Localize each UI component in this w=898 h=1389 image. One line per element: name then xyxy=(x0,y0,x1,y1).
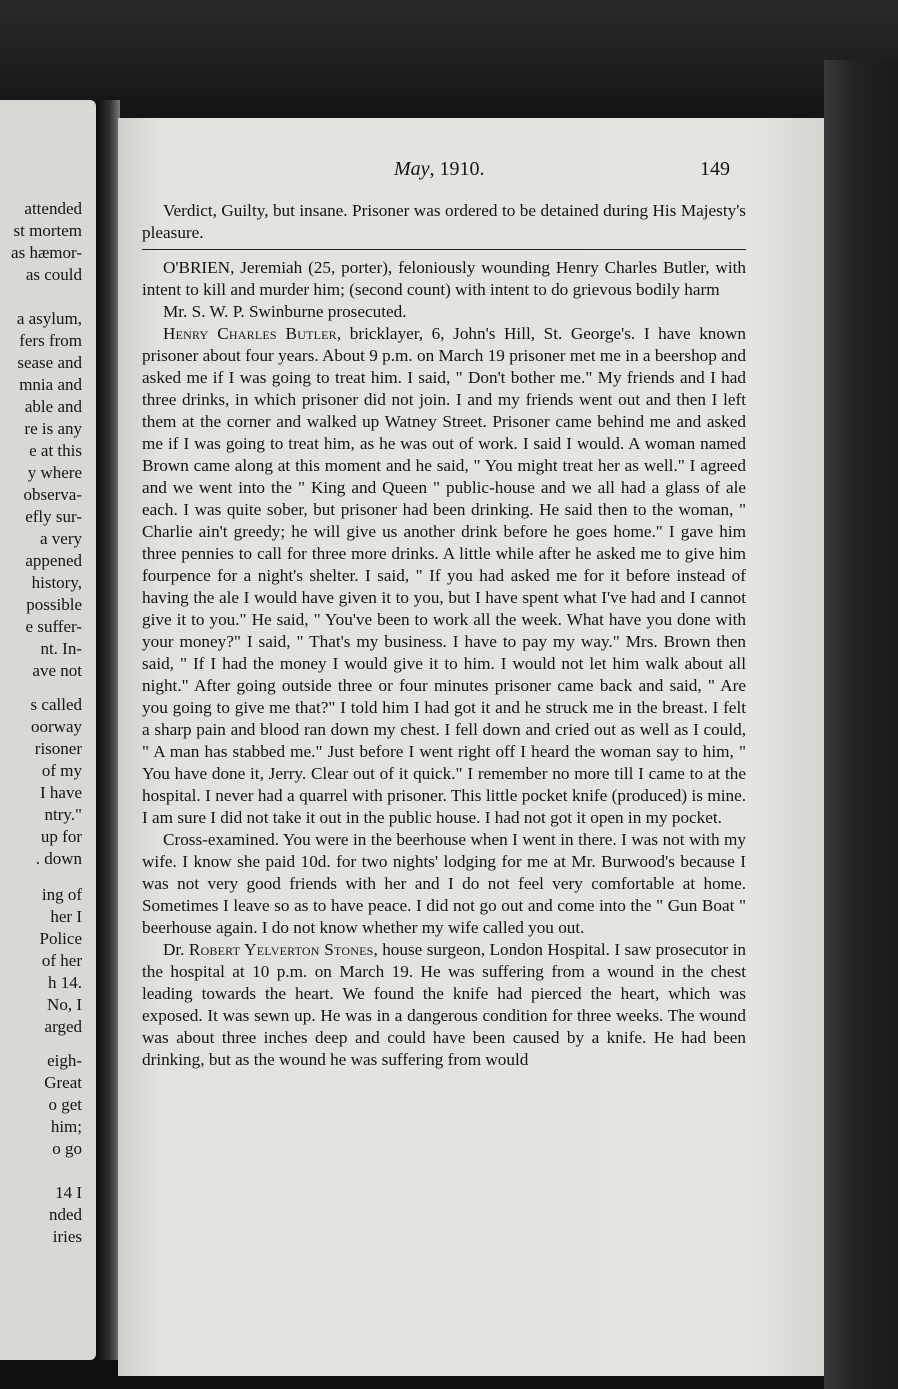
left-page-fragment: appened xyxy=(25,551,82,570)
running-head xyxy=(394,158,485,181)
left-page-fragment: e at this xyxy=(29,441,82,460)
left-page-fragment: a very xyxy=(39,529,82,548)
page-header xyxy=(118,158,824,182)
left-page-fragment: No, I xyxy=(47,995,82,1014)
left-page-fragment: efly sur- xyxy=(25,507,82,526)
section-divider xyxy=(142,249,746,250)
left-page-fragment: o get xyxy=(48,1095,82,1114)
left-page-fragment: fers from xyxy=(19,331,82,350)
running-head-year: , 1910. xyxy=(429,158,485,180)
left-page-fragment: oorway xyxy=(31,717,82,736)
book-gutter xyxy=(96,100,120,1360)
left-page-fragment: nded xyxy=(48,1205,82,1224)
left-page-fragment: Great xyxy=(44,1073,82,1092)
left-page-fragment: of her xyxy=(41,951,82,970)
prosecutor-paragraph: Mr. S. W. P. Swinburne prosecuted. xyxy=(163,302,407,321)
left-page-fragment: arged xyxy=(44,1017,82,1036)
left-page-fragment: st mortem xyxy=(13,221,82,240)
running-head-month: May xyxy=(394,158,430,180)
left-page-fragment: eigh- xyxy=(47,1051,82,1070)
left-page-fragment: I have xyxy=(39,783,82,802)
left-page-fragment: ing of xyxy=(41,885,82,904)
witness1-paragraph xyxy=(142,323,746,829)
left-page-fragment: able and xyxy=(24,397,82,416)
left-page-fragment: ave not xyxy=(32,661,82,680)
verdict-paragraph: Verdict, Guilty, but insane. Prisoner was ordered to be detained during His Majesty's pleasure. xyxy=(142,201,746,242)
scanner-background xyxy=(824,60,898,1389)
left-page-fragment: of my xyxy=(41,761,82,780)
left-page-fragment: nt. In- xyxy=(40,639,82,658)
cross-examination-paragraph: Cross-examined. You were in the beerhouse when I went in there. I was not with my wife. I know she paid 10d. for two nights' lodging for me at Mr. Burwood's because I was not very good friends with her and I do not feel very comfortable at home. Sometimes I leave so as to have peace. I did not go out and come into the " Gun Boat " beerhouse again. I do not know whether my wife called you out. xyxy=(142,830,746,937)
left-page-fragment: a asylum, xyxy=(16,309,82,328)
left-page-fragment: history, xyxy=(31,573,82,592)
left-page-fragment: o go xyxy=(52,1139,82,1158)
left-page-fragment: up for xyxy=(40,827,82,846)
witness2-prefix: Dr. xyxy=(163,940,189,959)
witness2-paragraph xyxy=(142,939,746,1071)
left-page-fragment: ntry." xyxy=(44,805,82,824)
left-page-fragment: sease and xyxy=(17,353,82,372)
left-page-edge xyxy=(0,100,96,1360)
left-page-fragment: . down xyxy=(35,849,82,868)
left-page-fragment: observa- xyxy=(23,485,82,504)
left-page-fragment: mnia and xyxy=(19,375,82,394)
left-page-fragment: as could xyxy=(25,265,82,284)
left-page-fragment: risoner xyxy=(34,739,82,758)
left-page-fragment: re is any xyxy=(24,419,82,438)
left-page-fragment: y where xyxy=(27,463,82,482)
left-page-fragment: Police xyxy=(39,929,82,948)
case-title-paragraph: O'BRIEN, Jeremiah (25, porter), feloniously wounding Henry Charles Butler, with intent to kill and murder him; (second count) with intent to do grievous bodily harm xyxy=(142,258,746,299)
left-page-fragment: as hæmor- xyxy=(11,243,82,262)
witness1-name: Henry Charles Butler xyxy=(163,324,337,343)
left-page-fragment: 14 I xyxy=(55,1183,82,1202)
left-page-fragment: iries xyxy=(52,1227,82,1246)
left-page-fragment: her I xyxy=(50,907,82,926)
witness1-testimony: , bricklayer, 6, John's Hill, St. George's. I have known prisoner about four years. About 9 p.m. on March 19 prisoner met me in a beershop and asked me if I was going to treat him. I said, " Don't bother me." My friends and I had three drinks, in which prisoner did not join. I and my friends went out and then I left them at the corner and walked up Watney Street. Prisoner came behind me and asked me if I was going to treat him, as he was out of work. I said I would. A woman named Brown came along at this moment and he said, " You might treat her as well." I agreed and we went into the " King and Queen " public-house and we all had a glass of ale each. I was quite sober, but prisoner had been drinking. He said then to the woman, " Charlie ain't greedy; he will give us another drink before he goes home." I gave him three pennies to call for three more drinks. A little while after he asked me to give him fourpence for a night's shelter. I said, " If you had asked me for it before instead of having the ale I would have given it to you, but I have spent what I've had and I cannot give it to you." He said, " You've been to work all the week. What have you done with your money?" I said, " That's my business. I have to pay my way." Mrs. Brown then said, " If I had the money I would give it to him. I would not let him walk about all night." After going outside three or four minutes prisoner came back and said, " Are you going to give me that?" I told him I had got it and he struck me in the breast. I felt a sharp pain and blood ran down my chest. I fell down and cried out as well as I could, " A man has stabbed me." Just before I went right off I heard the woman say to him, " You have done it, Jerry. Clear out of it quick." I remember no more till I came to at the hospital. I never had a quarrel with prisoner. This little pocket knife (produced) is mine. I am sure I did not take it out in the public house. I had not got it open in my pocket. xyxy=(142,324,746,827)
left-page-fragment: s called xyxy=(30,695,82,714)
left-page-fragment: possible xyxy=(26,595,82,614)
left-page-fragment: attended xyxy=(24,199,82,218)
left-page-fragment: e suffer- xyxy=(25,617,82,636)
page-body xyxy=(142,200,746,1071)
page-number: 149 xyxy=(700,158,730,180)
page xyxy=(118,118,824,1376)
left-page-fragment: h 14. xyxy=(48,973,82,992)
witness2-name: Robert Yelverton Stones xyxy=(188,940,374,959)
witness2-testimony: , house surgeon, London Hospital. I saw prosecutor in the hospital at 10 p.m. on March 19. He was suffering from a wound in the chest leading towards the heart. We found the knife had pierced the heart, which was exposed. It was sewn up. He was in a dangerous condition for three weeks. The wound was about three inches deep and could have been caused by a knife. He had been drinking, but as the wound he was suffering from would xyxy=(142,940,746,1069)
left-page-fragment: him; xyxy=(50,1117,82,1136)
